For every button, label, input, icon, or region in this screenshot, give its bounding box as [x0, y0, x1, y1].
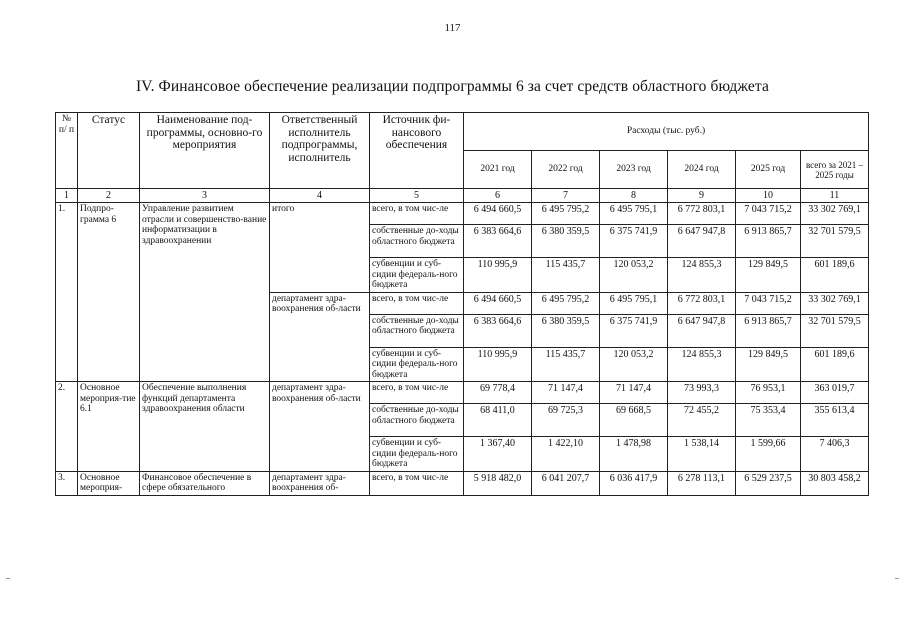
- table-row: [56, 203, 869, 225]
- col-number: 3: [140, 189, 270, 203]
- financing-table: [55, 112, 869, 496]
- value-cell: 6 375 741,9: [600, 225, 668, 258]
- row-num: 2.: [56, 382, 78, 472]
- value-cell: 30 803 458,2: [801, 471, 869, 495]
- row-name: Финансовое обеспечение в сфере обязательного: [140, 471, 270, 495]
- value-cell: 7 406,3: [801, 437, 869, 472]
- col-number: 2: [78, 189, 140, 203]
- source-own: собственные до-ходы областного бюджета: [370, 404, 464, 437]
- value-cell: 32 701 579,5: [801, 314, 869, 347]
- value-cell: 6 495 795,1: [600, 203, 668, 225]
- value-cell: 75 353,4: [736, 404, 801, 437]
- row-status: Подпро-грамма 6: [78, 203, 140, 382]
- col-number: 1: [56, 189, 78, 203]
- value-cell: 355 613,4: [801, 404, 869, 437]
- value-cell: 6 494 660,5: [464, 292, 532, 314]
- value-cell: 6 494 660,5: [464, 203, 532, 225]
- source-total: всего, в том чис-ле: [370, 203, 464, 225]
- col-number: 7: [532, 189, 600, 203]
- value-cell: 6 913 865,7: [736, 314, 801, 347]
- value-cell: 1 478,98: [600, 437, 668, 472]
- header-expenses: Расходы (тыс. руб.): [464, 113, 869, 151]
- value-cell: 5 918 482,0: [464, 471, 532, 495]
- source-total: всего, в том чис-ле: [370, 292, 464, 314]
- row-name: Управление развитием отрасли и совершенство-вание информатизации в здравоохранении: [140, 203, 270, 382]
- header-year-2025: 2025 год: [736, 151, 801, 189]
- value-cell: 115 435,7: [532, 258, 600, 293]
- value-cell: 115 435,7: [532, 347, 600, 382]
- value-cell: 69 668,5: [600, 404, 668, 437]
- header-total: всего за 2021 – 2025 годы: [801, 151, 869, 189]
- value-cell: 6 278 113,1: [668, 471, 736, 495]
- value-cell: 1 599,66: [736, 437, 801, 472]
- row-num: 1.: [56, 203, 78, 382]
- value-cell: 110 995,9: [464, 347, 532, 382]
- value-cell: 6 495 795,1: [600, 292, 668, 314]
- header-source: Источник фи-нансового обеспечения: [370, 113, 464, 189]
- value-cell: 6 772 803,1: [668, 203, 736, 225]
- value-cell: 1 422,10: [532, 437, 600, 472]
- value-cell: 1 538,14: [668, 437, 736, 472]
- row-responsible: департамент здра-воохранения об-ласти: [270, 292, 370, 382]
- value-cell: 363 019,7: [801, 382, 869, 404]
- value-cell: 6 772 803,1: [668, 292, 736, 314]
- value-cell: 124 855,3: [668, 258, 736, 293]
- section-title: IV. Финансовое обеспечение реализации подпрограммы 6 за счет средств областного бюджета: [136, 78, 769, 95]
- row-name: Обеспечение выполнения функций департамента здравоохранения области: [140, 382, 270, 472]
- value-cell: 110 995,9: [464, 258, 532, 293]
- value-cell: 7 043 715,2: [736, 292, 801, 314]
- header-year-2022: 2022 год: [532, 151, 600, 189]
- row-status: Основное мероприя-: [78, 471, 140, 495]
- source-subsidies: субвенции и суб-сидии федераль-ного бюджета: [370, 258, 464, 293]
- page-number: 117: [444, 22, 461, 34]
- source-subsidies: субвенции и суб-сидии федераль-ного бюджета: [370, 347, 464, 382]
- value-cell: 601 189,6: [801, 347, 869, 382]
- header-name: Наименование под-программы, основно-го мероприятия: [140, 113, 270, 189]
- value-cell: 6 036 417,9: [600, 471, 668, 495]
- col-number: 6: [464, 189, 532, 203]
- value-cell: 6 647 947,8: [668, 314, 736, 347]
- page-edge-mark: [6, 578, 10, 579]
- value-cell: 6 529 237,5: [736, 471, 801, 495]
- col-number: 4: [270, 189, 370, 203]
- row-num: 3.: [56, 471, 78, 495]
- value-cell: 72 455,2: [668, 404, 736, 437]
- value-cell: 33 302 769,1: [801, 292, 869, 314]
- value-cell: 120 053,2: [600, 347, 668, 382]
- row-responsible: департамент здра-воохранения об-ласти: [270, 382, 370, 472]
- row-responsible: департамент здра-воохранения об-: [270, 471, 370, 495]
- value-cell: 71 147,4: [532, 382, 600, 404]
- row-status: Основное мероприя-тие 6.1: [78, 382, 140, 472]
- value-cell: 6 375 741,9: [600, 314, 668, 347]
- value-cell: 69 725,3: [532, 404, 600, 437]
- header-num: № п/ п: [56, 113, 78, 189]
- col-number: 8: [600, 189, 668, 203]
- value-cell: 6 041 207,7: [532, 471, 600, 495]
- row-responsible: итого: [270, 203, 370, 293]
- value-cell: 6 383 664,6: [464, 314, 532, 347]
- value-cell: 68 411,0: [464, 404, 532, 437]
- table-row: [56, 382, 869, 404]
- header-status: Статус: [78, 113, 140, 189]
- value-cell: 6 647 947,8: [668, 225, 736, 258]
- source-subsidies: субвенции и суб-сидии федераль-ного бюджета: [370, 437, 464, 472]
- value-cell: 6 495 795,2: [532, 292, 600, 314]
- source-total: всего, в том чис-ле: [370, 471, 464, 495]
- value-cell: 120 053,2: [600, 258, 668, 293]
- value-cell: 1 367,40: [464, 437, 532, 472]
- value-cell: 32 701 579,5: [801, 225, 869, 258]
- value-cell: 124 855,3: [668, 347, 736, 382]
- value-cell: 129 849,5: [736, 347, 801, 382]
- value-cell: 6 495 795,2: [532, 203, 600, 225]
- value-cell: 6 380 359,5: [532, 225, 600, 258]
- value-cell: 76 953,1: [736, 382, 801, 404]
- col-number: 11: [801, 189, 869, 203]
- value-cell: 6 383 664,6: [464, 225, 532, 258]
- source-own: собственные до-ходы областного бюджета: [370, 225, 464, 258]
- value-cell: 7 043 715,2: [736, 203, 801, 225]
- value-cell: 71 147,4: [600, 382, 668, 404]
- source-total: всего, в том чис-ле: [370, 382, 464, 404]
- value-cell: 6 380 359,5: [532, 314, 600, 347]
- value-cell: 601 189,6: [801, 258, 869, 293]
- page-edge-mark: [895, 578, 899, 579]
- source-own: собственные до-ходы областного бюджета: [370, 314, 464, 347]
- value-cell: 6 913 865,7: [736, 225, 801, 258]
- value-cell: 73 993,3: [668, 382, 736, 404]
- value-cell: 69 778,4: [464, 382, 532, 404]
- header-year-2023: 2023 год: [600, 151, 668, 189]
- table-row: [56, 471, 869, 495]
- column-numbers-row: [56, 189, 869, 203]
- header-year-2021: 2021 год: [464, 151, 532, 189]
- value-cell: 33 302 769,1: [801, 203, 869, 225]
- header-year-2024: 2024 год: [668, 151, 736, 189]
- value-cell: 129 849,5: [736, 258, 801, 293]
- col-number: 5: [370, 189, 464, 203]
- col-number: 10: [736, 189, 801, 203]
- col-number: 9: [668, 189, 736, 203]
- header-responsible: Ответственный исполнитель подпрограммы, исполнитель: [270, 113, 370, 189]
